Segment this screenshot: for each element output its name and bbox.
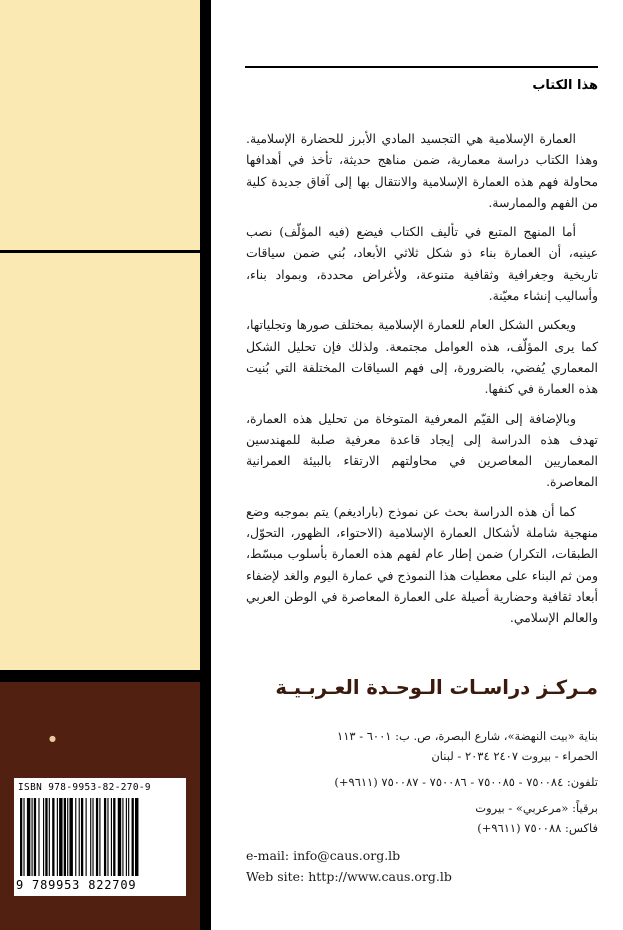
barcode-bar [81,798,83,876]
barcode-bar [132,798,134,876]
barcode-bar [104,798,106,876]
barcode-bar [57,798,58,876]
barcode-bar [99,798,100,876]
barcode-bar [126,798,127,876]
barcode-bar [59,798,62,876]
telegram-line: برقياً: «مرعربي» - بيروت [475,801,598,815]
barcode-bars [20,798,180,876]
barcode-bar [111,798,112,876]
barcode-bar [38,798,39,876]
barcode-bar [20,798,22,876]
panel-divider-bar [0,670,200,682]
barcode-bar [122,798,123,876]
barcode-bar [69,798,72,876]
barcode-bar [92,798,93,876]
barcode-bar [49,798,50,876]
description-paragraph: العمارة الإسلامية هي التجسيد المادي الأبرز للحضارة الإسلامية. وهذا الكتاب دراسة معمارية، ضمن مناهج حديثة، تأخذ في أهدافها محاولة فهم هذه العمارة الإسلامية والانتقال بها إلى آفاق جديدة كلية من الفهم والممارسة. [246,131,598,210]
description-paragraph: كما أن هذه الدراسة بحث عن نموذج (باراديغم) يتم بموجبه وضع منهجية شاملة لأشكال العمارة الإسلامية (الاحتواء، الظهور، التحوّل، الطبقات، التكرار) ضمن إطار عام لفهم هذه العمارة بأسلوب مبسّط، ومن ثم البناء على معطيات هذا النموذج في عمارة اليوم والغد لإضفاء أبعاد ثقافية وحضارية أصيلة على العمارة المعاصرة في الوطن العربي والعالم الإسلامي. [246,503,598,626]
barcode-bar [32,798,33,876]
header-rule [245,66,598,68]
section-title: هذا الكتاب [532,78,598,93]
barcode-bar [43,798,44,876]
barcode-bar [86,798,87,876]
email-line: e-mail: info@caus.org.lb [246,848,401,863]
barcode-bar [52,798,54,876]
barcode-bar [128,798,129,876]
barcode-bar [107,798,108,876]
cover-panel-cream [0,0,200,682]
panel-grid-line [0,250,200,253]
barcode-bar [23,798,24,876]
publisher-name: مـركـز دراسـات الـوحـدة العـربـيـة [275,676,598,699]
publisher-address [246,726,598,838]
address-line: بناية «بيت النهضة»، شارع البصرة، ص. ب: ٦٠٠١ - ١١٣ [337,729,598,743]
barcode-bar [45,798,47,876]
barcode-bar [96,798,98,876]
barcode-bar [64,798,66,876]
barcode-bar [118,798,121,876]
barcode-bar [135,798,138,876]
description-paragraph: أما المنهج المتبع في تأليف الكتاب فيضع (فيه المؤلّف) نصب عينيه، أن العمارة بناء ذو شكل ثلاثي الأبعاد، بُني ضمن سياقات تاريخية وجغرافية وثقافية متنوعة، ولأغراض محددة، وبمواد بناء، وأساليب إنشاء معيّنة. [246,224,598,304]
isbn-barcode [14,778,186,896]
barcode-bar [113,798,115,876]
book-description [246,128,598,637]
barcode-bar [90,798,91,876]
decorative-dot: ● [49,734,56,743]
barcode-bar [34,798,36,876]
website-line: Web site: http://www.caus.org.lb [246,869,452,884]
fax-line: فاكس: ٧٥٠٠٨٨ (٩٦١١+) [477,821,598,835]
description-paragraph: ويعكس الشكل العام للعمارة الإسلامية بمختلف صورها وتجلياتها، كما يرى المؤلّف، هذه العوامل مجتمعة. ولذلك فإن تحليل الشكل المعماري يُفضي، بالضرورة، إلى فهم السياقات المختلفة التي بُنيت هذه العمارة في كنفها. [246,317,598,397]
isbn-label: ISBN 978-9953-82-270-9 [18,782,151,793]
barcode-bar [75,798,76,876]
barcode-bar [27,798,30,876]
phone-line: تلفون: ٧٥٠٠٨٤ - ٧٥٠٠٨٥ - ٧٥٠٠٨٦ - ٧٥٠٠٨٧ (٩٦١١+) [334,775,598,789]
barcode-bar [67,798,68,876]
description-paragraph: وبالإضافة إلى القيّم المعرفية المتوخاة من تحليل هذه العمارة، تهدف هذه الدراسة إلى إيجاد قاعدة معرفية صلبة للمهندسين المعماريين المعاصرين في محاولتهم الارتقاء بالبيئة العمرانية المعاصرة. [246,410,598,490]
barcode-digits: 9 789953 822709 [16,878,137,892]
address-line: الحمراء - بيروت ٢٤٠٧ ٢٠٣٤ - لبنان [431,749,598,763]
spine-bar [200,0,211,930]
barcode-bar [79,798,80,876]
